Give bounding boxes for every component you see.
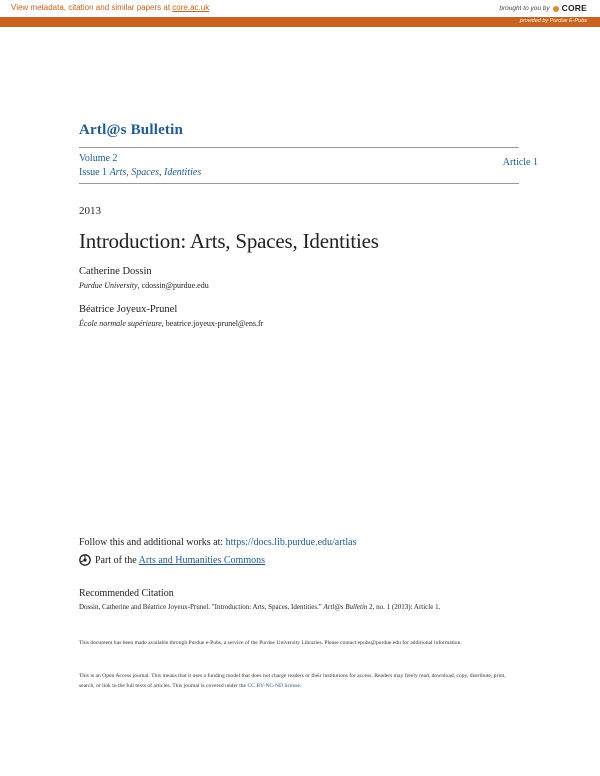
author-affiliation [79, 281, 209, 290]
network-icon [79, 554, 91, 566]
brought-to-you-text: brought to you by [499, 4, 550, 12]
core-metadata-text: View metadata, citation and similar papers at [11, 3, 173, 12]
core-domain-link[interactable]: core.ac.uk [172, 3, 210, 12]
citation-text [79, 603, 440, 611]
issue-number: Issue 1 [79, 167, 108, 178]
article-number[interactable]: Article 1 [502, 157, 538, 168]
brought-to-you[interactable] [499, 3, 587, 13]
author-name: Béatrice Joyeux-Prunel [79, 304, 178, 315]
citation-prefix: Dossin, Catherine and Béatrice Joyeux-Prunel. "Introduction: Arts, Spaces, Identities." [79, 603, 324, 611]
availability-notice: This document has been made available through Purdue e-Pubs, a service of the Purdue University Libraries. Please contact epubs@purdue.edu for additional information. [79, 640, 462, 646]
issue-title: Arts, Spaces, Identities [109, 167, 202, 178]
author-name: Catherine Dossin [79, 266, 152, 277]
affiliation-name: Purdue University [79, 281, 138, 290]
part-of [79, 554, 265, 566]
follow-link[interactable]: https://docs.lib.purdue.edu/artlas [225, 537, 357, 548]
provided-by-text[interactable]: provided by Purdue E-Pubs [519, 17, 587, 24]
author-email: , cdossin@purdue.edu [137, 281, 209, 290]
paper-title: Introduction: Arts, Spaces, Identities [79, 229, 379, 253]
publication-year: 2013 [79, 205, 101, 217]
core-metadata-link[interactable] [11, 3, 209, 12]
citation-suffix: 2, no. 1 (2013): Article 1. [367, 603, 441, 611]
citation-journal: Artl@s Bulletin [323, 603, 368, 611]
issue-link[interactable] [79, 166, 201, 180]
divider-top [79, 147, 519, 148]
part-of-text: Part of the [95, 554, 139, 566]
volume-link[interactable]: Volume 2 [79, 153, 118, 164]
provided-by-strip [0, 17, 600, 27]
commons-link[interactable]: Arts and Humanities Commons [138, 554, 265, 566]
volume-issue [79, 152, 201, 180]
follow-works [79, 537, 356, 548]
citation-heading: Recommended Citation [79, 588, 174, 599]
author-email: , beatrice.joyeux-prunel@ens.fr [161, 319, 264, 328]
core-logo-icon [553, 6, 559, 12]
affiliation-name: École normale supérieure [79, 319, 162, 328]
open-access-notice [79, 671, 519, 691]
open-access-text: This is an Open Access journal. This means that it uses a funding model that does not charge readers or their institutions for access. Readers may freely read, download, copy, distribute, print, search, or link to the full texts of articles. This journal is covered under the [79, 673, 506, 689]
license-link[interactable]: CC BY-NC-ND license [247, 683, 300, 689]
open-access-end: . [299, 683, 302, 689]
follow-text: Follow this and additional works at: [79, 537, 226, 548]
divider-bottom [79, 183, 519, 184]
journal-title[interactable]: Artl@s Bulletin [79, 122, 184, 138]
core-logo: CORE [561, 3, 587, 13]
author-affiliation [79, 319, 263, 328]
